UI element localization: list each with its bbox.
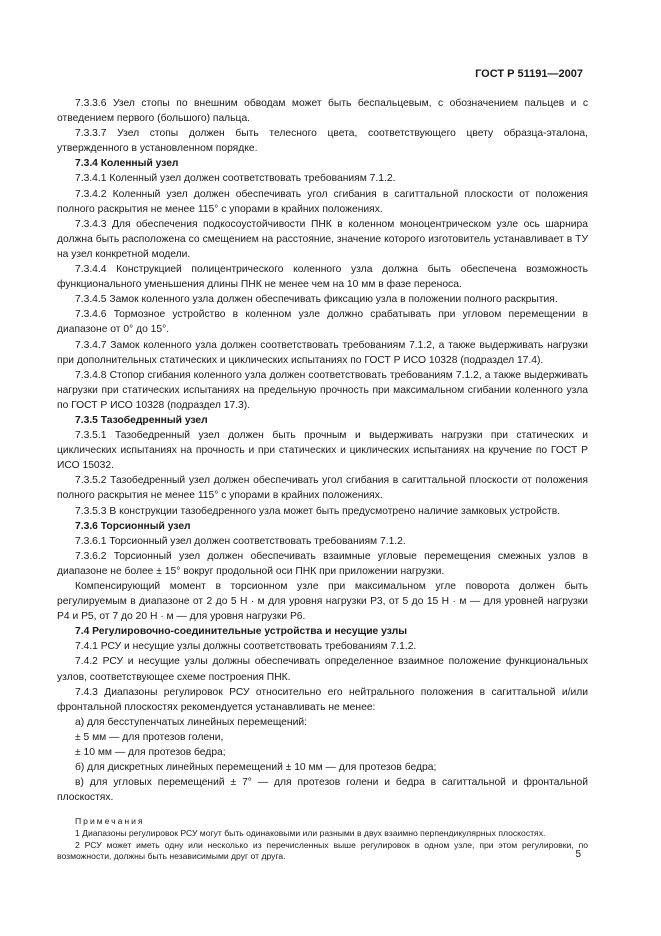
paragraph: 7.3.5.2 Тазобедренный узел должен обеспечивать угол сгибания в сагиттальной плоскости от положения полного раскрытия не менее 115° с упорами в крайних положениях. — [57, 475, 588, 502]
section-heading: 7.3.5 Тазобедренный узел — [75, 414, 208, 426]
note-item: 1 Диапазоны регулировок РСУ могут быть одинаковыми или разными в двух взаимно перпендикулярных плоскостях. — [75, 828, 546, 838]
list-item: б) для дискретных линейных перемещений ± 10 мм — для протезов бедра; — [75, 762, 437, 774]
paragraph: 7.3.4.5 Замок коленного узла должен обеспечивать фиксацию узла в положении полного раскрытия. — [75, 294, 558, 306]
paragraph: 7.3.4.1 Коленный узел должен соответствовать требованиям 7.1.2. — [75, 173, 396, 185]
paragraph: 7.4.3 Диапазоны регулировок РСУ относительно его нейтрального положения в сагиттальной и/или фронтальной плоскостях рекомендуется устанавливать не менее: — [57, 686, 588, 713]
paragraph: 7.3.6.2 Торсионный узел должен обеспечивать взаимные угловые перемещения смежных узлов в диапазоне не более ± 15° вокруг продольной оси ПНК при приложении нагрузки. — [57, 550, 588, 577]
note-item: 2 РСУ может иметь одну или несколько из перечисленных выше регулировок в одном узле, при этом регулировки, по возможности, должны быть независимыми друг от друга. — [57, 839, 588, 862]
list-item: а) для бесступенчатых линейных перемещений: — [75, 716, 307, 728]
list-item: в) для угловых перемещений ± 7° — для протезов голени и бедра в сагиттальной и фронтальной плоскостях. — [57, 777, 588, 804]
paragraph: 7.3.3.6 Узел стопы по внешним обводам может быть беспальцевым, с обозначением пальцев и с отведением первого (большого) пальца. — [57, 98, 588, 125]
list-item: ± 5 мм — для протезов голени, — [75, 731, 224, 743]
list-item: ± 10 мм — для протезов бедра; — [75, 747, 226, 759]
paragraph: 7.3.5.1 Тазобедренный узел должен быть прочным и выдерживать нагрузки при статических и циклических испытаниях на прочность и при статических и циклических испытаниях на кручение по ГОСТ Р ИСО 15032. — [57, 430, 588, 472]
paragraph: 7.4.2 РСУ и несущие узлы должны обеспечивать определенное взаимное положение функциональных узлов, соответствующее схеме построения ПНК. — [57, 656, 588, 683]
paragraph: 7.3.6.1 Торсионный узел должен соответствовать требованиям 7.1.2. — [75, 535, 406, 547]
document-body — [57, 96, 588, 863]
section-heading: 7.3.4 Коленный узел — [75, 158, 179, 170]
paragraph: 7.3.3.7 Узел стопы должен быть телесного цвета, соответствующего цвету образца-эталона, утвержденного в установленном порядке. — [57, 128, 588, 155]
paragraph: 7.4.1 РСУ и несущие узлы должны соответствовать требованиям 7.1.2. — [75, 641, 417, 653]
paragraph: 7.3.4.2 Коленный узел должен обеспечивать угол сгибания в сагиттальной плоскости от положения полного раскрытия не менее 115° с упорами в крайних положениях. — [57, 188, 588, 215]
section-heading: 7.4 Регулировочно-соединительные устройства и несущие узлы — [75, 626, 408, 638]
paragraph: Компенсирующий момент в торсионном узле при максимальном угле поворота должен быть регулируемым в диапазоне от 2 до 5 Н · м для уровня нагрузки Р3, от 5 до 15 Н · м — для уровней нагрузки Р4 и Р5, от 7 до 20 Н · м — для уровня нагрузки Р6. — [57, 581, 588, 623]
paragraph: 7.3.4.7 Замок коленного узла должен соответствовать требованиям 7.1.2, а также выдерживать нагрузки при дополнительных статических и циклических испытаниях по ГОСТ Р ИСО 10328 (подраздел 17.4). — [57, 339, 588, 366]
paragraph: 7.3.4.4 Конструкцией полицентрического коленного узла должна быть обеспечена возможность функционального уменьшения длины ПНК не менее чем на 10 мм в фазе переноса. — [57, 264, 588, 291]
paragraph: 7.3.5.3 В конструкции тазобедренного узла может быть предусмотрено наличие замковых устройств. — [75, 505, 561, 517]
page-header: ГОСТ Р 51191—2007 — [475, 68, 583, 80]
paragraph: 7.3.4.6 Тормозное устройство в коленном узле должно срабатывать при угловом перемещении в диапазоне от 0° до 15°. — [57, 309, 588, 336]
section-heading: 7.3.6 Торсионный узел — [75, 520, 191, 532]
page-number: 5 — [575, 849, 581, 860]
notes-title: Примечания — [75, 816, 145, 827]
notes-block — [57, 816, 588, 862]
paragraph: 7.3.4.3 Для обеспечения подкосоустойчивости ПНК в коленном моноцентрическом узле ось шарнира должна быть расположена со смещением на расстояние, значение которого изготовитель устанавливает в ТУ на узел конкретной модели. — [57, 218, 588, 260]
paragraph: 7.3.4.8 Стопор сгибания коленного узла должен соответствовать требованиям 7.1.2, а также выдерживать нагрузки при статических испытаниях на предельную прочность при максимальном сгибании коленного узла по ГОСТ Р ИСО 10328 (подраздел 17.3). — [57, 369, 588, 411]
